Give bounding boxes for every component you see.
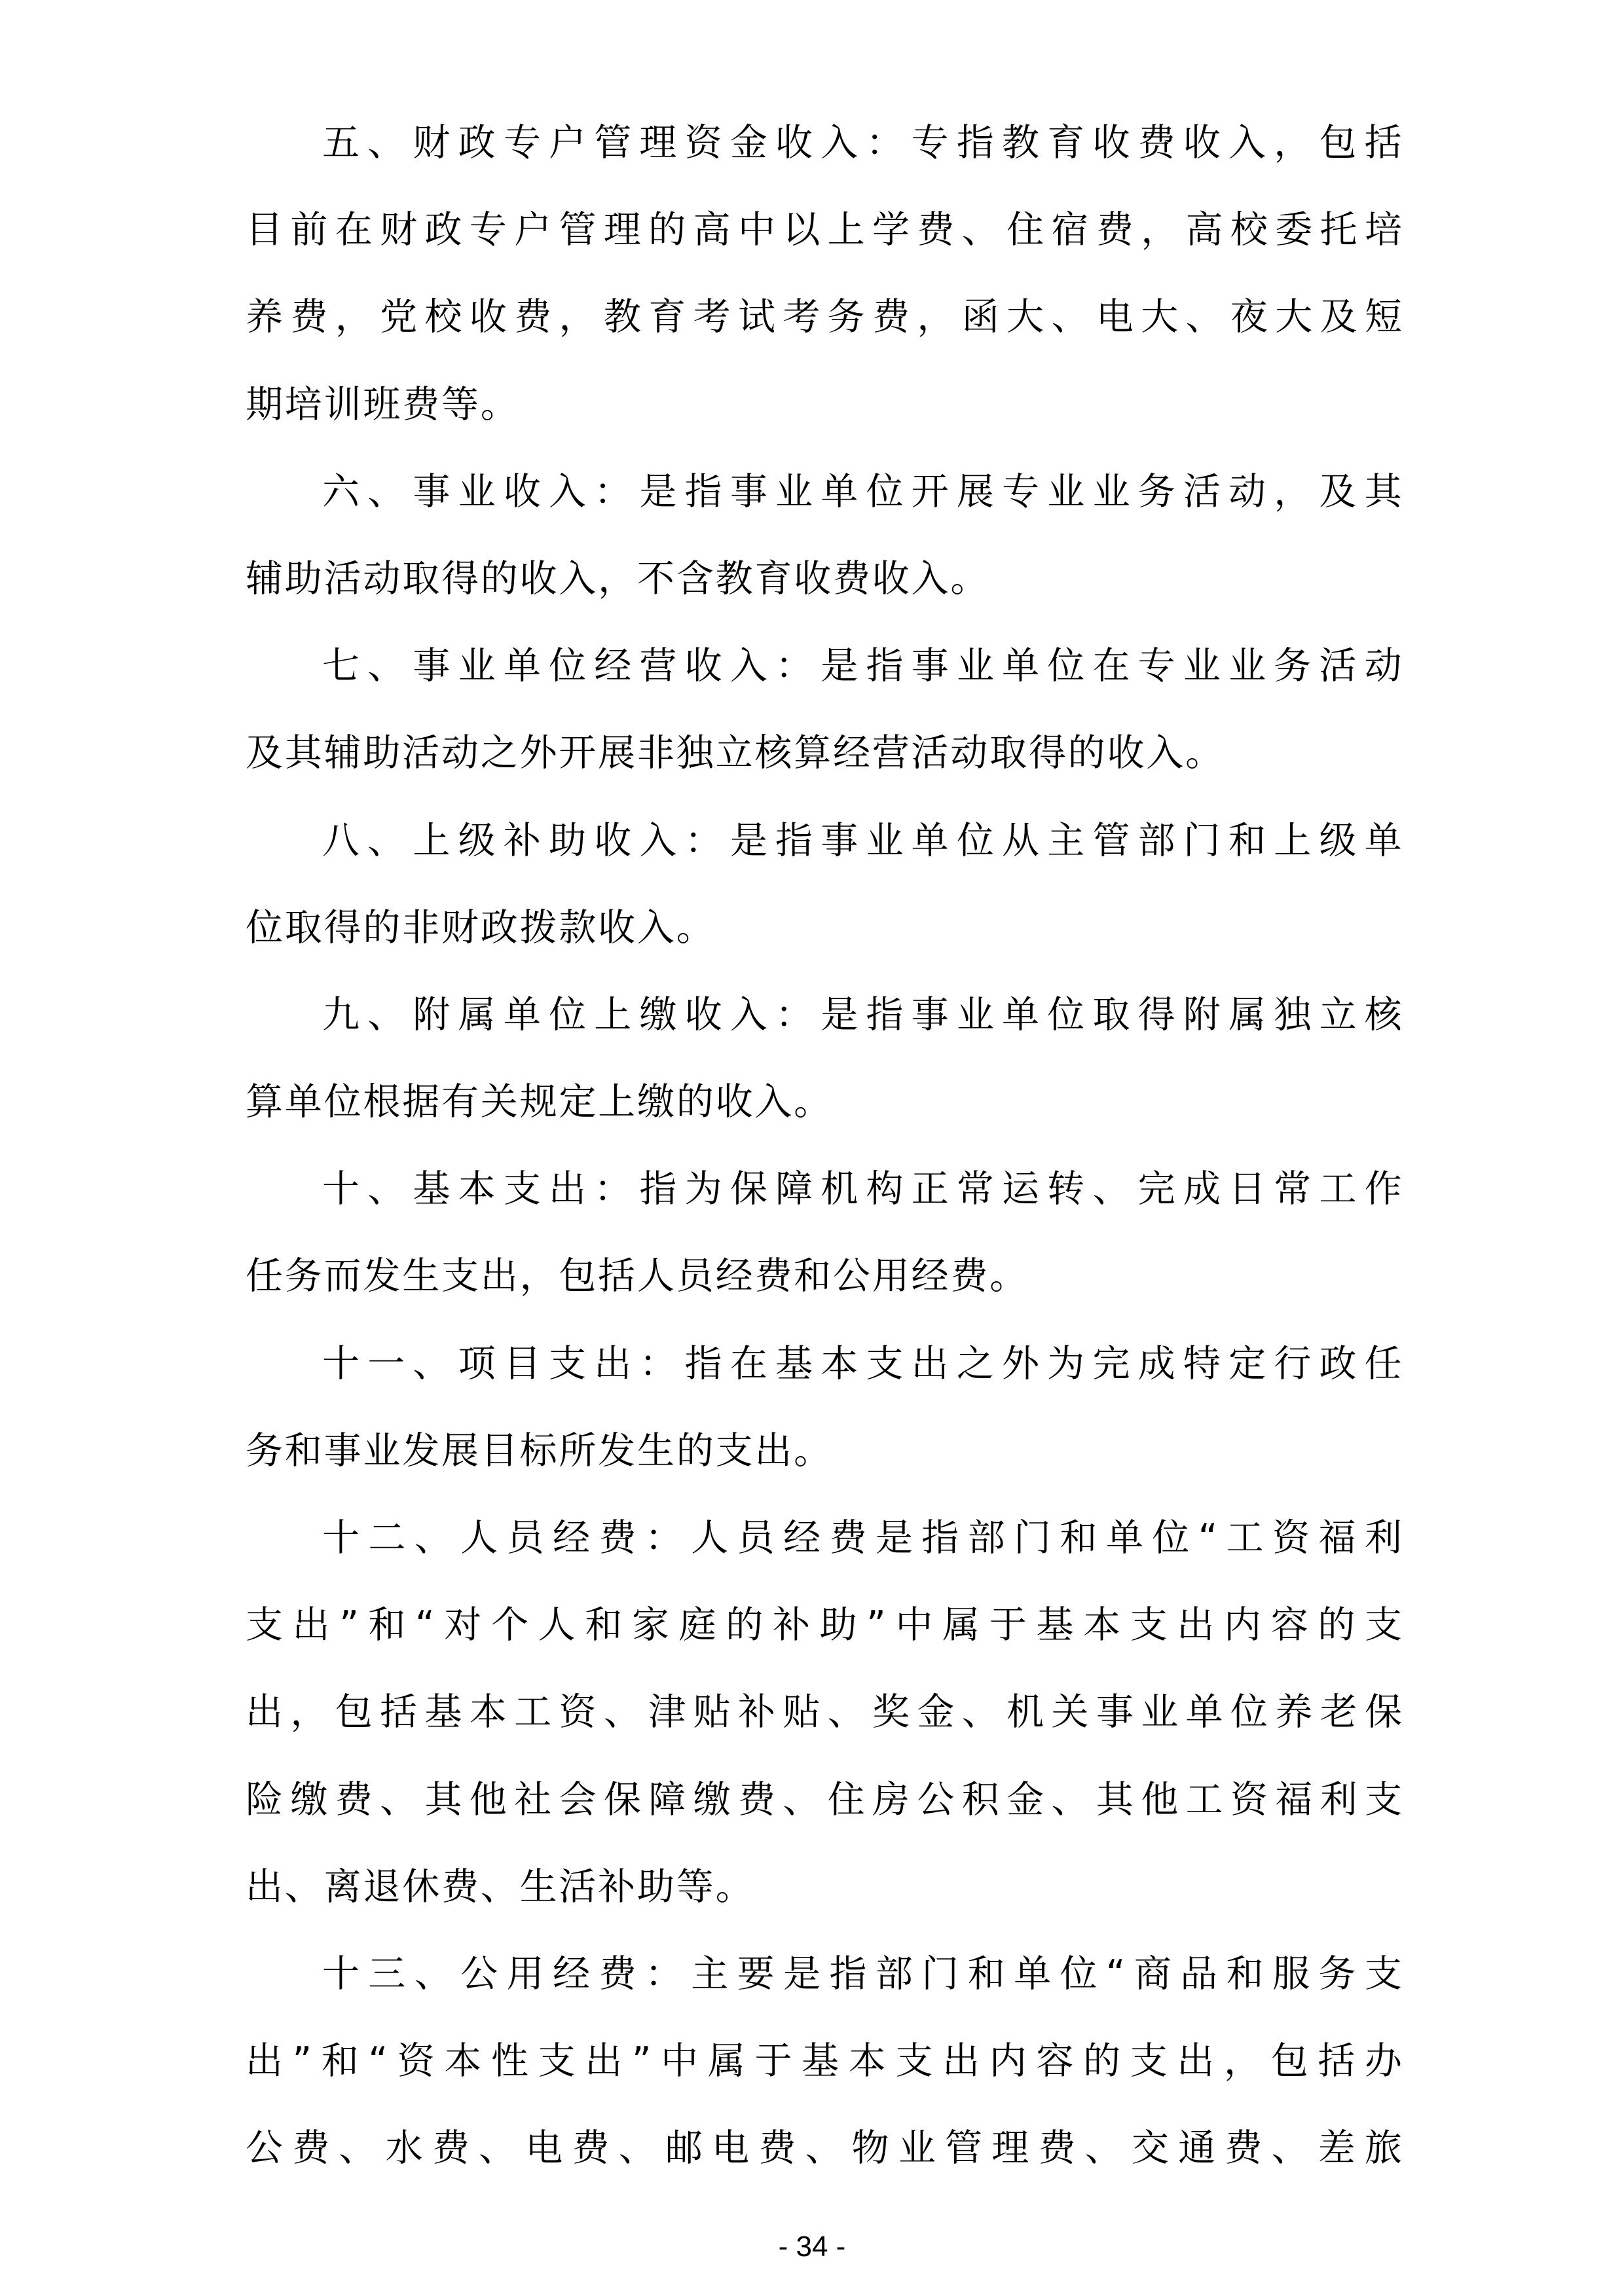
text-line: 辅 助 活 动 取 得 的 收 入 ， 不 含 教 育 收 费 收 入 。 — [246, 556, 989, 600]
paragraph-8 — [246, 809, 1402, 983]
text-line: 十 、 基 本 支 出 ： 指 为 保 障 机 构 正 常 运 转 、 完 成 日 常 工 作 — [322, 1167, 1402, 1211]
text-line: 目 前 在 财 政 专 户 管 理 的 高 中 以 上 学 费 、 住 宿 费 ， 高 校 委 托 培 — [246, 208, 1402, 252]
text-line: 务 和 事 业 发 展 目 标 所 发 生 的 支 出 。 — [246, 1429, 832, 1472]
text-line: 支 出 ” 和 “ 对 个 人 和 家 庭 的 补 助 ” 中 属 于 基 本 支 出 内 容 的 支 — [246, 1603, 1402, 1647]
paragraph-5 — [246, 111, 1402, 460]
text-line: 十 三 、 公 用 经 费 ： 主 要 是 指 部 门 和 单 位 “ 商 品 和 服 务 支 — [322, 1952, 1402, 1995]
text-line: 险 缴 费 、 其 他 社 会 保 障 缴 费 、 住 房 公 积 金 、 其 他 工 资 福 利 支 — [246, 1777, 1402, 1821]
text-line: 及 其 辅 助 活 动 之 外 开 展 非 独 立 核 算 经 营 活 动 取 得 的 收 入 。 — [246, 731, 1224, 775]
text-line: 出 ， 包 括 基 本 工 资 、 津 贴 补 贴 、 奖 金 、 机 关 事 业 单 位 养 老 保 — [246, 1690, 1402, 1734]
text-line: 算 单 位 根 据 有 关 规 定 上 缴 的 收 入 。 — [246, 1080, 832, 1124]
text-line: 公 费 、 水 费 、 电 费 、 邮 电 费 、 物 业 管 理 费 、 交 通 费 、 差 旅 — [246, 2126, 1402, 2170]
text-line: 十 二 、 人 员 经 费 ： 人 员 经 费 是 指 部 门 和 单 位 “ 工 资 福 利 — [322, 1516, 1402, 1559]
text-line: 任 务 而 发 生 支 出 ， 包 括 人 员 经 费 和 公 用 经 费 。 — [246, 1254, 1028, 1298]
paragraph-12 — [246, 1506, 1402, 1942]
text-line: 七 、 事 业 单 位 经 营 收 入 ： 是 指 事 业 单 位 在 专 业 业 务 活 动 — [322, 644, 1402, 688]
paragraph-11 — [246, 1332, 1402, 1506]
paragraph-6 — [246, 460, 1402, 634]
text-line: 位 取 得 的 非 财 政 拨 款 收 入 。 — [246, 905, 714, 949]
body-text — [246, 111, 1402, 2204]
paragraph-10 — [246, 1157, 1402, 1332]
paragraph-9 — [246, 983, 1402, 1157]
paragraph-13 — [246, 1942, 1402, 2204]
paragraph-7 — [246, 634, 1402, 809]
text-line: 出 、 离 退 休 费 、 生 活 补 助 等 。 — [246, 1865, 754, 1908]
text-line: 养 费 ， 党 校 收 费 ， 教 育 考 试 考 务 费 ， 函 大 、 电 大 、 夜 大 及 短 — [246, 295, 1402, 339]
text-line: 九 、 附 属 单 位 上 缴 收 入 ： 是 指 事 业 单 位 取 得 附 属 独 立 核 — [322, 993, 1402, 1036]
text-line: 十 一 、 项 目 支 出 ： 指 在 基 本 支 出 之 外 为 完 成 特 定 行 政 任 — [322, 1341, 1402, 1385]
text-line: 八 、 上 级 补 助 收 入 ： 是 指 事 业 单 位 从 主 管 部 门 和 上 级 单 — [322, 818, 1402, 862]
text-line: 期 培 训 班 费 等 。 — [246, 382, 519, 426]
text-line: 出 ” 和 “ 资 本 性 支 出 ” 中 属 于 基 本 支 出 内 容 的 支 出 ， 包 括 办 — [246, 2039, 1402, 2083]
page-number: - 34 - — [778, 2231, 846, 2263]
text-line: 五 、 财 政 专 户 管 理 资 金 收 入 ： 专 指 教 育 收 费 收 入 ， 包 括 — [322, 121, 1402, 164]
text-line: 六 、 事 业 收 入 ： 是 指 事 业 单 位 开 展 专 业 业 务 活 动 ， 及 其 — [322, 469, 1402, 513]
